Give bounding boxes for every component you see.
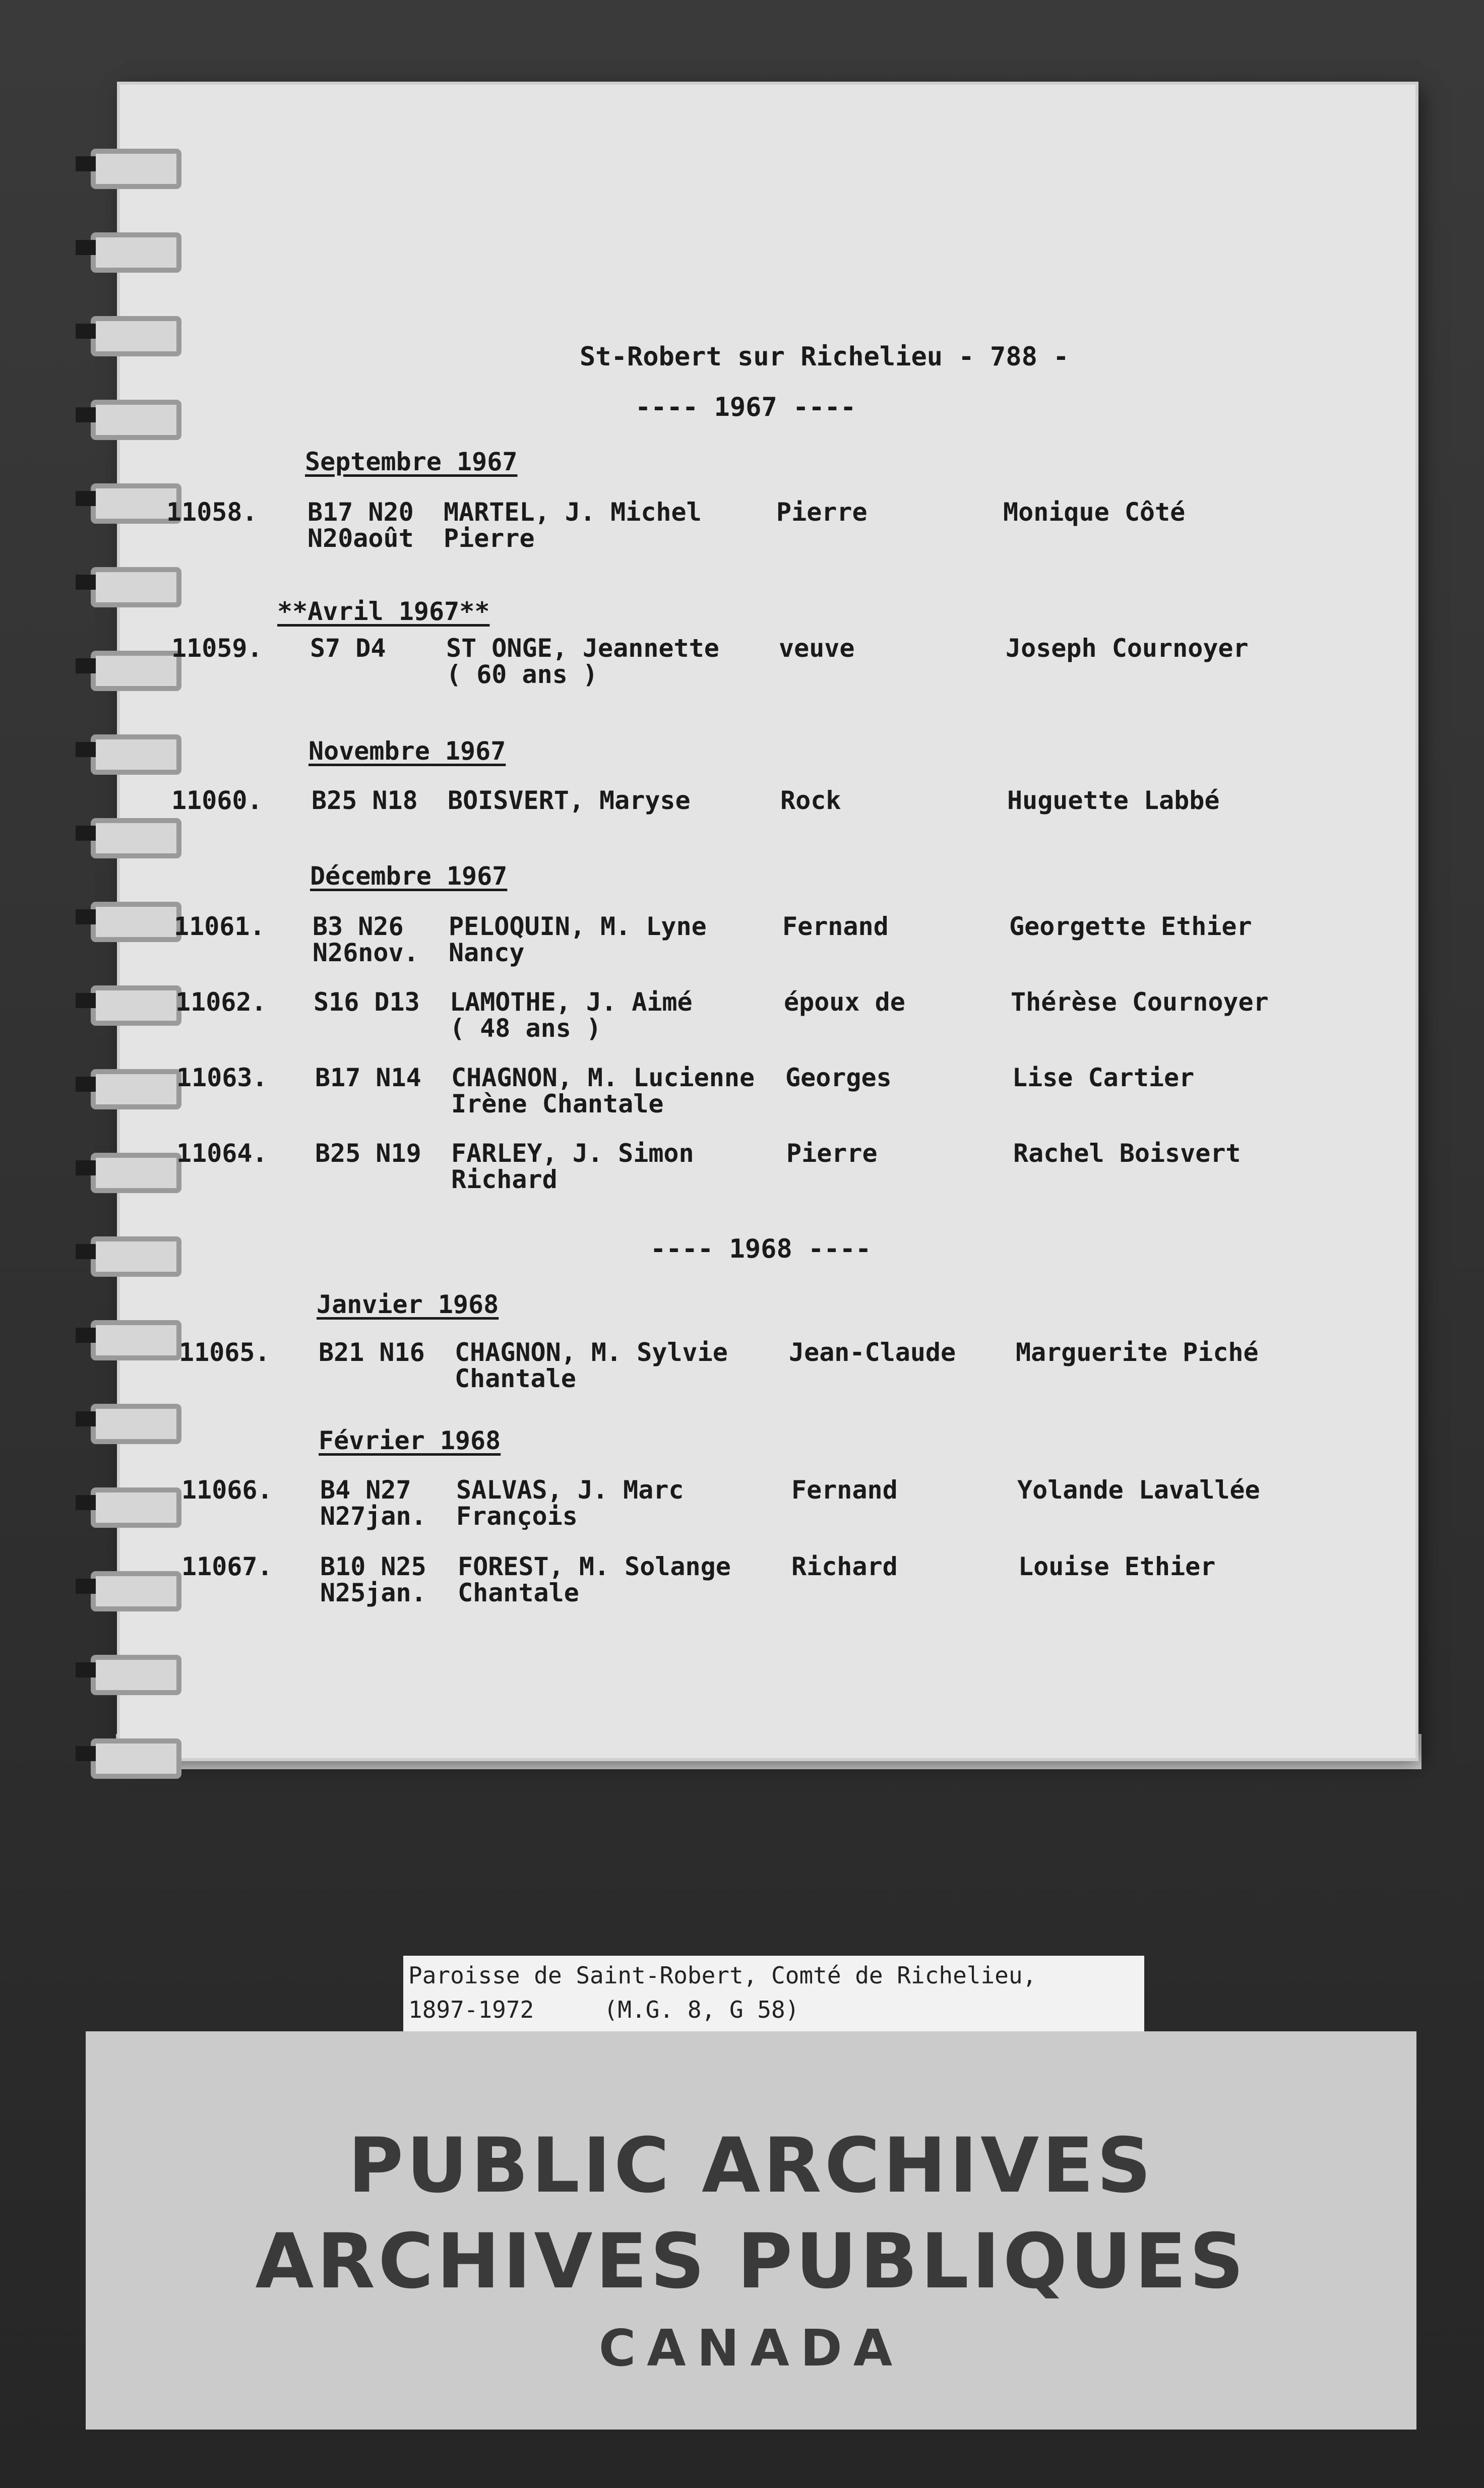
- coil-ring: [91, 232, 181, 273]
- entry-parent: Pierre: [786, 1139, 878, 1168]
- coil-ring: [91, 1236, 181, 1277]
- coil-ring: [91, 149, 181, 189]
- entry-mother: Georgette Ethier: [1009, 912, 1252, 941]
- coil-ring: [91, 316, 181, 356]
- coil-hole: [76, 1662, 96, 1677]
- coil-hole: [76, 826, 96, 841]
- entry-parent: Fernand: [791, 1475, 898, 1505]
- binding-coil: [76, 980, 181, 1021]
- archives-stamp: [86, 2031, 1416, 2430]
- entry-name: BOISVERT, Maryse: [448, 786, 691, 815]
- coil-ring: [91, 1487, 181, 1528]
- binding-coil: [76, 813, 181, 853]
- coil-ring: [91, 651, 181, 691]
- coil-hole: [76, 993, 96, 1008]
- entry-name-cont: Irène Chantale: [451, 1089, 664, 1118]
- coil-ring: [91, 1404, 181, 1444]
- entry-name: PELOQUIN, M. Lyne: [449, 912, 707, 941]
- entry-parent: Fernand: [782, 912, 889, 941]
- coil-ring: [91, 734, 181, 775]
- month-heading: Septembre 1967: [305, 447, 518, 476]
- coil-ring: [91, 985, 181, 1026]
- month-heading: Février 1968: [319, 1426, 501, 1455]
- entry-code: S7 D4: [310, 634, 386, 663]
- entry-mother: Marguerite Piché: [1016, 1338, 1259, 1367]
- entry-name-cont: Nancy: [449, 938, 525, 967]
- month-heading: Décembre 1967: [310, 861, 508, 891]
- entry-name: ST ONGE, Jeannette: [446, 634, 719, 663]
- entry-code: B17 N20: [307, 497, 414, 527]
- binding-coil: [76, 1650, 181, 1690]
- entry-mother: Joseph Cournoyer: [1006, 634, 1249, 663]
- coil-ring: [91, 1571, 181, 1611]
- entry-name: MARTEL, J. Michel: [444, 497, 702, 527]
- coil-hole: [76, 407, 96, 422]
- entry-name-cont: Richard: [451, 1165, 558, 1194]
- coil-hole: [76, 1077, 96, 1092]
- month-heading: **Avril 1967**: [277, 597, 490, 626]
- coil-hole: [76, 1411, 96, 1426]
- entry-parent: Rock: [780, 786, 841, 815]
- entry-number: 11063.: [176, 1063, 268, 1092]
- coil-hole: [76, 1328, 96, 1343]
- stamp-line-3: CANADA: [598, 2319, 904, 2378]
- coil-ring: [91, 1738, 181, 1779]
- page-title: St-Robert sur Richelieu - 788 -: [580, 342, 1069, 372]
- binding-coil: [76, 395, 181, 435]
- reference-label: [403, 1956, 1144, 2036]
- coil-hole: [76, 909, 96, 924]
- month-heading: Novembre 1967: [308, 736, 506, 766]
- binding-coil: [76, 729, 181, 770]
- entry-code: S16 D13: [314, 987, 420, 1017]
- entry-code-date: N26nov.: [313, 938, 419, 967]
- entry-name-cont: ( 48 ans ): [450, 1014, 602, 1043]
- entry-name-cont: Chantale: [455, 1364, 576, 1393]
- entry-number: 11065.: [179, 1338, 270, 1367]
- binding-coil: [76, 1231, 181, 1272]
- stamp-line-2: ARCHIVES PUBLIQUES: [255, 2218, 1247, 2306]
- reference-line-1: Paroisse de Saint-Robert, Comté de Richelieu,: [408, 1962, 1037, 1989]
- entry-mother: Monique Côté: [1003, 497, 1186, 527]
- month-heading: Janvier 1968: [317, 1290, 499, 1319]
- entry-number: 11061.: [174, 912, 265, 941]
- coil-hole: [76, 240, 96, 255]
- entry-code: B4 N27: [320, 1475, 411, 1505]
- binding-coil: [76, 1566, 181, 1606]
- binding-coil: [76, 1399, 181, 1439]
- entry-name: CHAGNON, M. Lucienne: [451, 1063, 755, 1092]
- coil-hole: [76, 1746, 96, 1761]
- binding-coil: [76, 478, 181, 519]
- coil-hole: [76, 742, 96, 757]
- stamp-line-1: PUBLIC ARCHIVES: [348, 2122, 1154, 2210]
- coil-hole: [76, 1244, 96, 1259]
- coil-hole: [76, 658, 96, 673]
- binding-coil: [76, 1733, 181, 1774]
- coil-ring: [91, 1320, 181, 1360]
- coil-ring: [91, 567, 181, 607]
- binding-coil: [76, 1315, 181, 1355]
- entry-name-cont: Chantale: [458, 1578, 579, 1607]
- entry-code: B3 N26: [313, 912, 404, 941]
- entry-name-cont: ( 60 ans ): [446, 660, 598, 689]
- entry-name: SALVAS, J. Marc: [456, 1475, 684, 1505]
- entry-mother: Louise Ethier: [1018, 1552, 1216, 1581]
- coil-hole: [76, 324, 96, 339]
- entry-code: B25 N19: [315, 1139, 421, 1168]
- binding-coil: [76, 227, 181, 268]
- entry-mother: Rachel Boisvert: [1013, 1139, 1241, 1168]
- coil-ring: [91, 400, 181, 440]
- coil-ring: [91, 1069, 181, 1109]
- entry-name: FOREST, M. Solange: [458, 1552, 731, 1581]
- entry-number: 11064.: [176, 1139, 268, 1168]
- reference-line-2: 1897-1972 (M.G. 8, G 58): [408, 1996, 799, 2023]
- binding-coil: [76, 897, 181, 937]
- entry-code: B17 N14: [315, 1063, 421, 1092]
- entry-mother: Lise Cartier: [1012, 1063, 1195, 1092]
- coil-ring: [91, 1153, 181, 1193]
- coil-hole: [76, 1579, 96, 1594]
- year-divider-1967: ---- 1967 ----: [635, 392, 856, 422]
- entry-mother: Huguette Labbé: [1007, 786, 1220, 815]
- binding-coil: [76, 1064, 181, 1104]
- entry-code-date: N20août: [307, 524, 414, 553]
- entry-parent: Georges: [785, 1063, 892, 1092]
- coil-hole: [76, 156, 96, 171]
- binding-coil: [76, 311, 181, 351]
- coil-hole: [76, 1160, 96, 1175]
- coil-ring: [91, 1655, 181, 1695]
- entry-name: CHAGNON, M. Sylvie: [455, 1338, 728, 1367]
- entry-name-cont: François: [456, 1502, 578, 1531]
- coil-hole: [76, 1495, 96, 1510]
- entry-code: B10 N25: [320, 1552, 426, 1581]
- entry-number: 11062.: [175, 987, 267, 1017]
- entry-number: 11067.: [181, 1552, 273, 1581]
- entry-number: 11066.: [181, 1475, 273, 1505]
- entry-parent: veuve: [779, 634, 855, 663]
- entry-mother: Yolande Lavallée: [1017, 1475, 1260, 1505]
- binding-coil: [76, 1482, 181, 1523]
- binding-coil: [76, 646, 181, 686]
- entry-number: 11058.: [166, 497, 258, 527]
- year-divider-1968: ---- 1968 ----: [650, 1234, 872, 1264]
- entry-name: FARLEY, J. Simon: [451, 1139, 694, 1168]
- entry-name-cont: Pierre: [444, 524, 535, 553]
- entry-parent: époux de: [784, 987, 905, 1017]
- coil-ring: [91, 902, 181, 942]
- entry-number: 11060.: [171, 786, 263, 815]
- coil-hole: [76, 491, 96, 506]
- binding-coil: [76, 1148, 181, 1188]
- entry-mother: Thérèse Cournoyer: [1011, 987, 1269, 1017]
- binding-coil: [76, 144, 181, 184]
- entry-code-date: N25jan.: [320, 1578, 426, 1607]
- entry-code: B21 N16: [319, 1338, 425, 1367]
- coil-hole: [76, 575, 96, 590]
- entry-number: 11059.: [171, 634, 263, 663]
- entry-code: B25 N18: [312, 786, 418, 815]
- entry-name: LAMOTHE, J. Aimé: [450, 987, 693, 1017]
- binding-coil: [76, 562, 181, 602]
- entry-parent: Jean-Claude: [789, 1338, 956, 1367]
- entry-parent: Pierre: [776, 497, 868, 527]
- entry-parent: Richard: [791, 1552, 898, 1581]
- coil-ring: [91, 818, 181, 858]
- entry-code-date: N27jan.: [320, 1502, 426, 1531]
